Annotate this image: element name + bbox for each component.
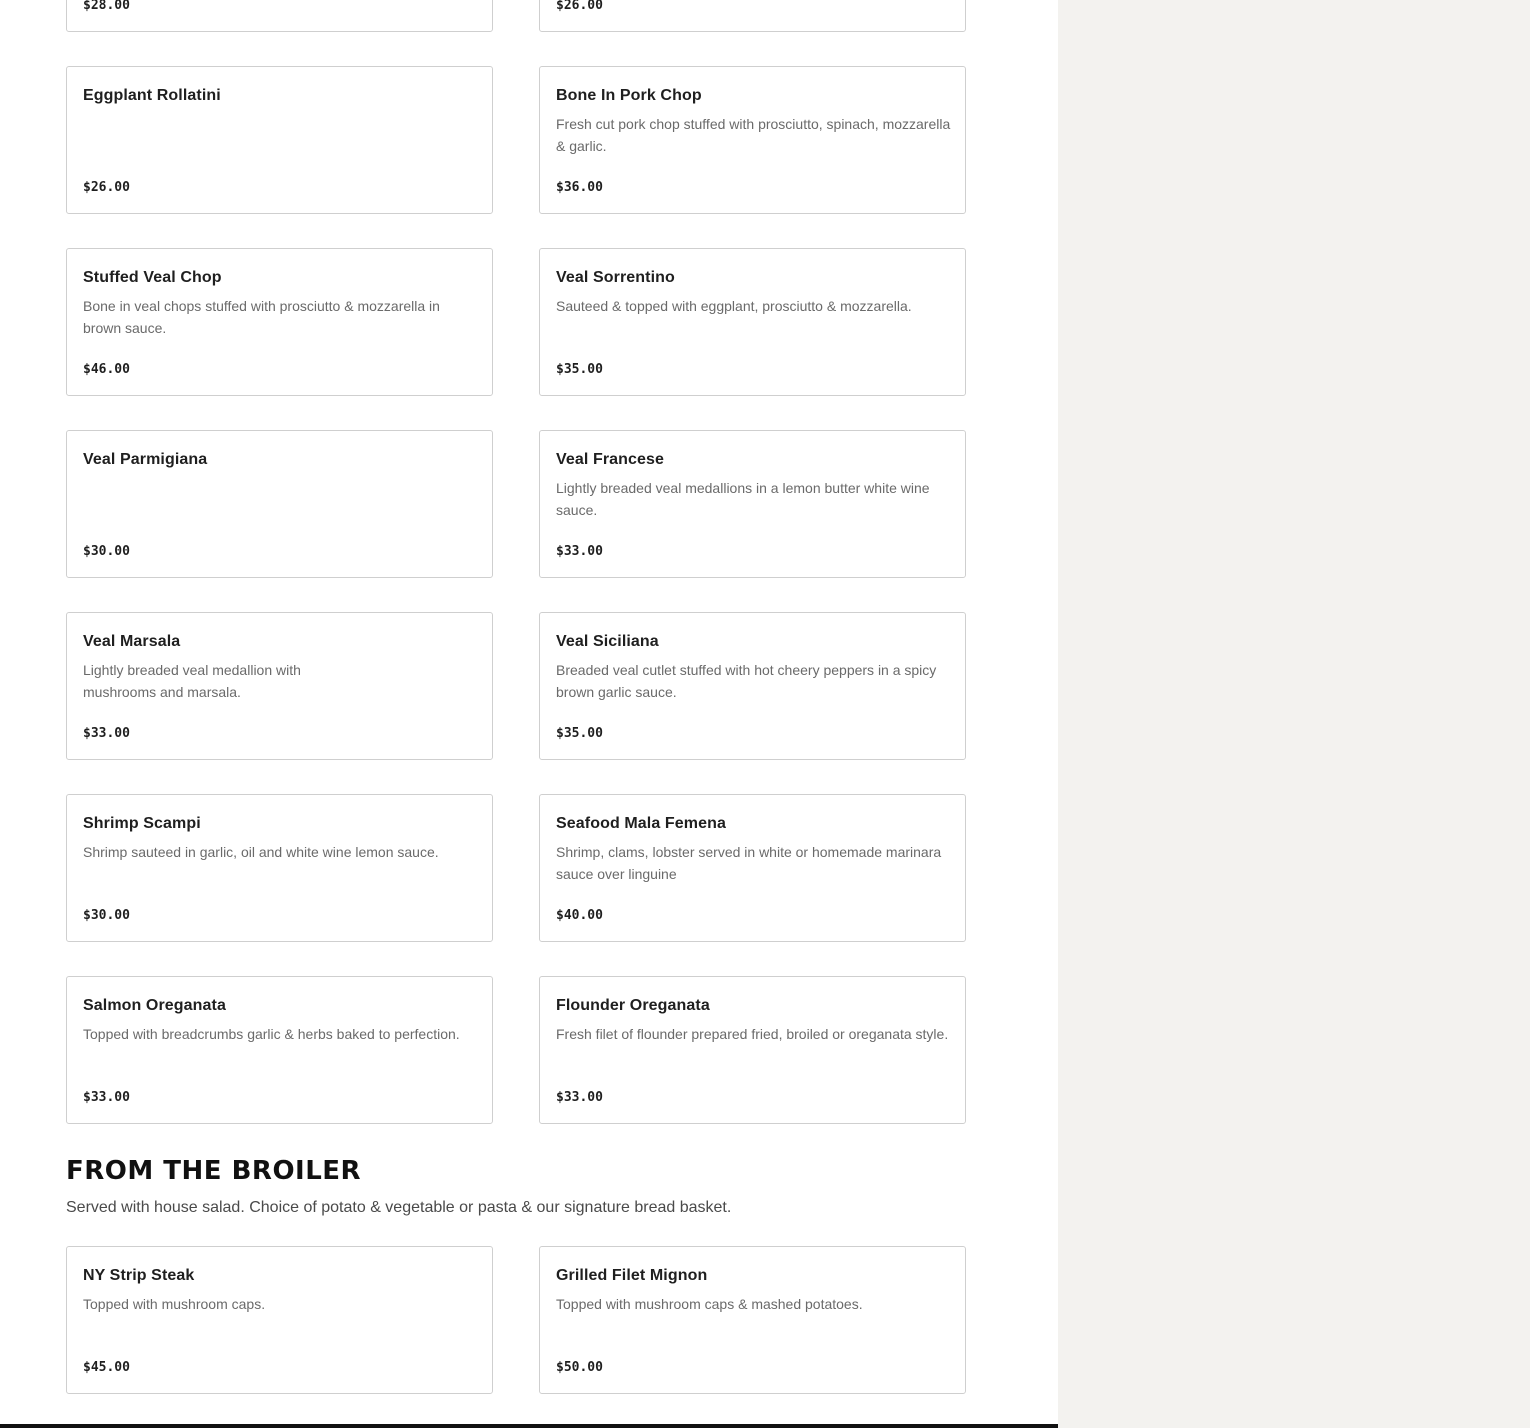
item-description: Lightly breaded veal medallion with mushrooms and marsala. bbox=[83, 662, 301, 700]
footer-bar bbox=[0, 1424, 1058, 1428]
item-description: Shrimp sauteed in garlic, oil and white wine lemon sauce. bbox=[83, 844, 439, 860]
menu-item-card[interactable] bbox=[66, 794, 493, 942]
item-name: Shrimp Scampi bbox=[83, 815, 201, 832]
menu-item-card[interactable] bbox=[66, 430, 493, 578]
item-price: $33.00 bbox=[556, 544, 603, 559]
item-description: Lightly breaded veal medallions in a lemon butter white wine sauce. bbox=[556, 480, 930, 518]
item-price: $26.00 bbox=[83, 180, 130, 195]
item-name: Veal Sorrentino bbox=[556, 269, 675, 286]
menu-item-card[interactable] bbox=[66, 1246, 493, 1394]
item-description: Fresh filet of flounder prepared fried, broiled or oreganata style. bbox=[556, 1026, 949, 1042]
item-price: $33.00 bbox=[556, 1090, 603, 1105]
item-name: Veal Siciliana bbox=[556, 633, 659, 650]
menu-item-card[interactable] bbox=[66, 248, 493, 396]
menu-item-card[interactable] bbox=[539, 248, 966, 396]
section-title: FROM THE BROILER bbox=[66, 1156, 362, 1186]
item-price: $26.00 bbox=[556, 0, 603, 13]
item-description: Breaded veal cutlet stuffed with hot cheery peppers in a spicy brown garlic sauce. bbox=[556, 662, 937, 700]
item-description: Topped with mushroom caps & mashed potatoes. bbox=[556, 1296, 863, 1312]
item-price: $33.00 bbox=[83, 726, 130, 741]
side-panel bbox=[1058, 0, 1530, 1428]
menu-item-card[interactable] bbox=[539, 1246, 966, 1394]
menu-item-card[interactable] bbox=[539, 794, 966, 942]
item-description: Topped with breadcrumbs garlic & herbs baked to perfection. bbox=[83, 1026, 460, 1042]
item-price: $28.00 bbox=[83, 0, 130, 13]
item-name: Eggplant Rollatini bbox=[83, 87, 221, 104]
item-name: Bone In Pork Chop bbox=[556, 87, 702, 104]
item-price: $45.00 bbox=[83, 1360, 130, 1375]
menu-item-card[interactable] bbox=[539, 612, 966, 760]
menu-item-card[interactable] bbox=[66, 66, 493, 214]
item-name: NY Strip Steak bbox=[83, 1267, 195, 1284]
menu-item-card[interactable] bbox=[539, 0, 966, 32]
item-name: Salmon Oreganata bbox=[83, 997, 226, 1014]
item-name: Stuffed Veal Chop bbox=[83, 269, 222, 286]
item-price: $35.00 bbox=[556, 726, 603, 741]
item-name: Seafood Mala Femena bbox=[556, 815, 726, 832]
menu-item-card[interactable] bbox=[66, 0, 493, 32]
menu-item-card[interactable] bbox=[539, 430, 966, 578]
item-price: $30.00 bbox=[83, 544, 130, 559]
item-price: $33.00 bbox=[83, 1090, 130, 1105]
menu-item-card[interactable] bbox=[539, 976, 966, 1124]
section-subtitle: Served with house salad. Choice of potato & vegetable or pasta & our signature bread basket. bbox=[66, 1199, 732, 1216]
item-price: $35.00 bbox=[556, 362, 603, 377]
item-description: Topped with mushroom caps. bbox=[83, 1296, 266, 1312]
menu-item-card[interactable] bbox=[66, 612, 493, 760]
item-price: $40.00 bbox=[556, 908, 603, 923]
item-description: Bone in veal chops stuffed with prosciutto & mozzarella in brown sauce. bbox=[83, 298, 440, 336]
item-description: Shrimp, clams, lobster served in white or homemade marinara sauce over linguine bbox=[556, 844, 942, 882]
item-price: $30.00 bbox=[83, 908, 130, 923]
item-price: $36.00 bbox=[556, 180, 603, 195]
menu-item-card[interactable] bbox=[66, 976, 493, 1124]
item-name: Flounder Oreganata bbox=[556, 997, 710, 1014]
item-name: Veal Marsala bbox=[83, 633, 181, 650]
item-description: Fresh cut pork chop stuffed with prosciutto, spinach, mozzarella & garlic. bbox=[556, 116, 951, 154]
menu-item-card[interactable] bbox=[539, 66, 966, 214]
item-price: $50.00 bbox=[556, 1360, 603, 1375]
item-name: Veal Francese bbox=[556, 451, 665, 468]
item-name: Grilled Filet Mignon bbox=[556, 1267, 708, 1284]
item-description: Sauteed & topped with eggplant, prosciutto & mozzarella. bbox=[556, 298, 912, 314]
item-name: Veal Parmigiana bbox=[83, 451, 208, 468]
item-price: $46.00 bbox=[83, 362, 130, 377]
